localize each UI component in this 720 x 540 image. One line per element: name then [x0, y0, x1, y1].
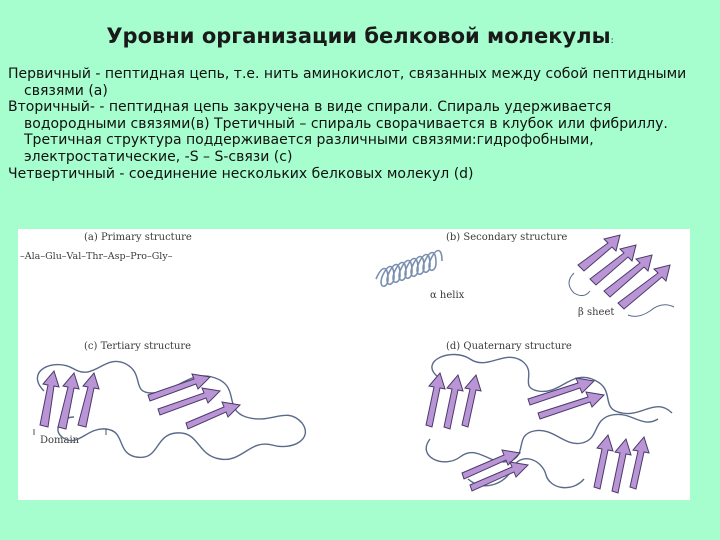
paragraph-quaternary: Четвертичный - соединение нескольких белковых молекул (d) — [8, 165, 474, 182]
label-alpha-helix: α helix — [430, 290, 465, 301]
slide-title-text: Уровни организации белковой молекулы — [106, 24, 611, 48]
label-quaternary-structure: (d) Quaternary structure — [446, 341, 572, 352]
alpha-helix-drawing — [376, 251, 442, 287]
figure-artwork — [18, 229, 690, 500]
paragraph-primary: Первичный - пептидная цепь, т.е. нить аминокислот, связанных между собой пептидными связями (а) — [8, 66, 687, 99]
paragraph-secondary-tertiary: Вторичный- - пептидная цепь закручена в виде спирали. Спираль удерживается водородными связями(в) Третичный – спираль сворачивается в клубок или фибриллу. Третичная структура поддерживается различными связями:гидрофобными, электростатические, -S – S-связи (с) — [8, 99, 668, 165]
protein-structure-figure — [18, 229, 690, 500]
tertiary-structure-drawing — [34, 361, 305, 459]
label-domain: Domain — [40, 435, 80, 446]
slide-title — [0, 24, 720, 48]
slide-title-colon: : — [610, 36, 614, 46]
label-primary-structure: (a) Primary structure — [84, 232, 192, 243]
quaternary-structure-drawing — [426, 354, 672, 493]
label-amino-sequence: –Ala–Glu–Val–Thr–Asp–Pro–Gly– — [20, 251, 173, 262]
label-beta-sheet: β sheet — [578, 307, 615, 318]
label-secondary-structure: (b) Secondary structure — [446, 232, 568, 243]
label-tertiary-structure: (c) Tertiary structure — [84, 341, 192, 352]
slide-body — [8, 66, 708, 182]
beta-sheet-drawing — [569, 235, 674, 316]
